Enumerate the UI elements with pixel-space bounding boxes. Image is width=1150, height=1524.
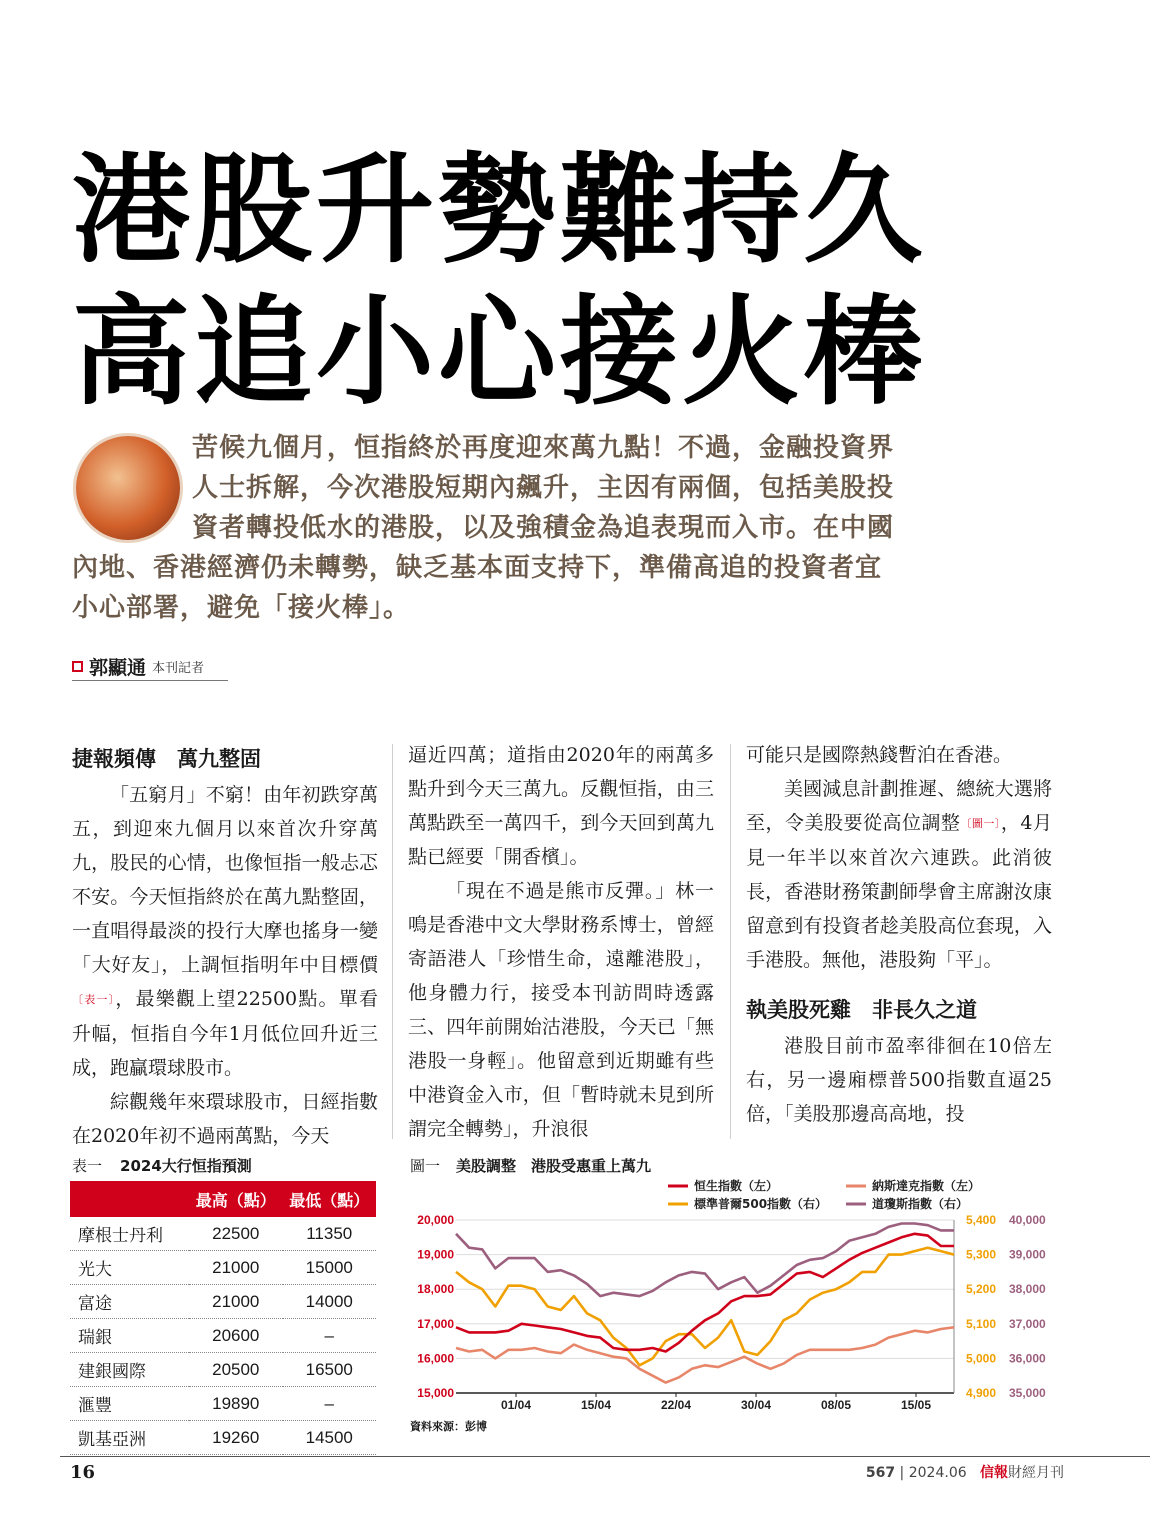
brand-name: 信報 [980,1465,1008,1481]
forecast-table [70,1181,376,1455]
sp500-axis-tick-label: 5,100 [966,1316,997,1331]
dow-axis-tick-label: 36,000 [1009,1351,1046,1366]
high-value: 22500 [189,1217,283,1251]
legend-label: 道瓊斯指數（右） [872,1197,969,1211]
paragraph-text: ，4月見一年半以來首次六連跌。此消彼長，香港財務策劃師學會主席謝汝康留意到有投資者趁美股高位套現，入手港股。無他，港股夠「平」。 [746,812,1052,971]
chart-title: 美股調整 港股受惠重上萬九 [456,1157,652,1175]
bank-name: 光大 [70,1251,189,1285]
low-value: 16500 [283,1353,377,1387]
series-line [456,1224,954,1297]
high-value: 21000 [189,1251,283,1285]
paragraph: 「現在不過是熊市反彈。」林一鳴是香港中文大學財務系博士，曾經寄語港人「珍惜生命，遠離港股」，他身體力行，接受本刊訪問時透露三、四年前開始沽港股，今天已「無港股一身輕」。他留意到近期雖有些中港資金入市，但「暫時就未見到所謂完全轉勢」，升浪很 [408,880,714,1140]
paragraph-text: 「五窮月」不窮！由年初跌穿萬五，到迎來九個月以來首次升穿萬九，股民的心情，也像恒指一般忐忑不安。今天恒指終於在萬九點整固，一直唱得最淡的投行大摩也搖身一變「大好友」，上調恒指明年中目標價 [72,784,378,976]
footer-rule [60,1456,1150,1457]
article-column-2 [408,738,714,1146]
high-value: 19890 [189,1387,283,1421]
author-role: 本刊記者 [152,660,205,676]
table-tag: 表一 [72,1157,103,1175]
paragraph-text: 美國減息計劃推遲、總統大選將至，令美股要從高位調整 [746,778,1052,834]
left-axis-tick-label: 17,000 [417,1316,454,1331]
issue-number: 567 [865,1465,896,1481]
section-heading: 捷報頻傳 萬九整固 [72,747,261,771]
bull-icon [76,436,180,540]
legend-label: 標準普爾500指數（右） [694,1197,828,1211]
bank-name: 瑞銀 [70,1319,189,1353]
table-row [70,1251,376,1285]
sp500-axis-tick-label: 5,200 [966,1282,997,1297]
paragraph: 綜觀幾年來環球股市，日經指數在2020年初不過兩萬點，今天 [72,1091,378,1147]
series-line [456,1327,954,1382]
low-value: 11350 [283,1217,377,1251]
x-tick-label: 01/04 [500,1398,532,1412]
high-value: 20500 [189,1353,283,1387]
left-axis-tick-label: 19,000 [417,1247,454,1262]
page-number: 16 [70,1462,96,1483]
column-header: 最高（點） [189,1181,283,1217]
sp500-axis-tick-label: 5,400 [966,1213,997,1227]
dow-axis-tick-label: 40,000 [1009,1213,1046,1227]
article-column-3 [746,738,1052,1131]
paragraph [746,772,1052,977]
column-header: 最低（點） [283,1181,377,1217]
paragraph [72,778,378,1085]
sp500-axis-tick-label: 4,900 [966,1386,997,1400]
table-title: 2024大行恒指預測 [120,1157,252,1175]
chart-tag: 圖一 [410,1157,441,1175]
byline [72,652,228,681]
left-axis-tick-label: 20,000 [417,1213,454,1227]
paragraph-text: ，最樂觀上望22500點。單看升幅，恒指自今年1月低位回升近三成，跑贏環球股市。 [72,988,378,1079]
x-tick-label: 22/04 [660,1398,692,1412]
paragraph: 逼近四萬；道指由2020年的兩萬多點升到今天三萬九。反觀恒指，由三萬點跌至一萬四千，到今天回到萬九點已經要「開香檳」。 [408,744,714,868]
bank-name: 富途 [70,1285,189,1319]
series-line [456,1234,954,1352]
sp500-axis-tick-label: 5,000 [966,1351,997,1366]
column-divider [392,744,393,1139]
bank-name: 凱基亞洲 [70,1421,189,1455]
low-value: – [283,1387,377,1421]
table-row [70,1285,376,1319]
legend-label: 恒生指數（左） [694,1179,779,1193]
dow-axis-tick-label: 39,000 [1009,1247,1046,1262]
x-tick-label: 30/04 [740,1398,772,1412]
high-value: 19260 [189,1421,283,1455]
paragraph: 港股目前市盈率徘徊在10倍左右，另一邊廂標普500指數直逼25倍，「美股那邊高高地，投 [746,1035,1052,1125]
dow-axis-tick-label: 37,000 [1009,1316,1046,1331]
lead-text: 苦候九個月，恒指終於再度迎來萬九點！不過，金融投資界人士拆解，今次港股短期內飆升，主因有兩個，包括美股投資者轉投低水的港股，以及強積金為追表現而入市。在中國內地、香港經濟仍未轉勢，缺乏基本面支持下，準備高追的投資者宜小心部署，避免「接火棒」。 [72,433,895,623]
low-value: – [283,1319,377,1353]
issue-info: 567 | 2024.06 信報財經月刊 [865,1465,1064,1481]
low-value: 14500 [283,1421,377,1455]
low-value: 14000 [283,1285,377,1319]
table-row [70,1421,376,1455]
chart-caption [410,1155,651,1176]
table-header-row [70,1181,376,1217]
paragraph: 可能只是國際熱錢暫泊在香港。 [746,744,1013,766]
high-value: 20600 [189,1319,283,1353]
chart-source: 資料來源：彭博 [410,1420,487,1433]
headline-line-1: 港股升勢難持久 [72,141,927,279]
legend-label: 納斯達克指數（左） [872,1179,981,1193]
issue-date: 2024.06 [908,1465,967,1481]
table-row [70,1319,376,1353]
table-row [70,1353,376,1387]
bank-name: 滙豐 [70,1387,189,1421]
low-value: 15000 [283,1251,377,1285]
table-reference: 〔表一〕 [72,993,116,1006]
lead-paragraph [72,428,902,638]
x-tick-label: 08/05 [820,1398,852,1412]
figure-reference: 〔圖一〕 [960,817,1001,830]
column-divider [730,744,731,1139]
table-row [70,1387,376,1421]
column-header [70,1181,189,1217]
index-line-chart [406,1178,1086,1416]
headline-line-2: 高追小心接火棒 [72,283,927,421]
x-tick-label: 15/04 [580,1398,612,1412]
bank-name: 建銀國際 [70,1353,189,1387]
left-axis-tick-label: 15,000 [417,1386,454,1400]
table-caption [72,1155,252,1176]
dow-axis-tick-label: 38,000 [1009,1282,1046,1297]
dow-axis-tick-label: 35,000 [1009,1386,1046,1400]
section-heading: 執美股死雞 非長久之道 [746,998,977,1022]
left-axis-tick-label: 16,000 [417,1351,454,1366]
square-bullet-icon [72,661,83,672]
left-axis-tick-label: 18,000 [417,1282,454,1297]
table-row [70,1217,376,1251]
sp500-axis-tick-label: 5,300 [966,1247,997,1262]
bank-name: 摩根士丹利 [70,1217,189,1251]
high-value: 21000 [189,1285,283,1319]
magazine-name: 財經月刊 [1008,1465,1064,1481]
article-column-1 [72,738,378,1153]
author-name: 郭顯通 [89,656,147,679]
x-tick-label: 15/05 [900,1398,932,1412]
